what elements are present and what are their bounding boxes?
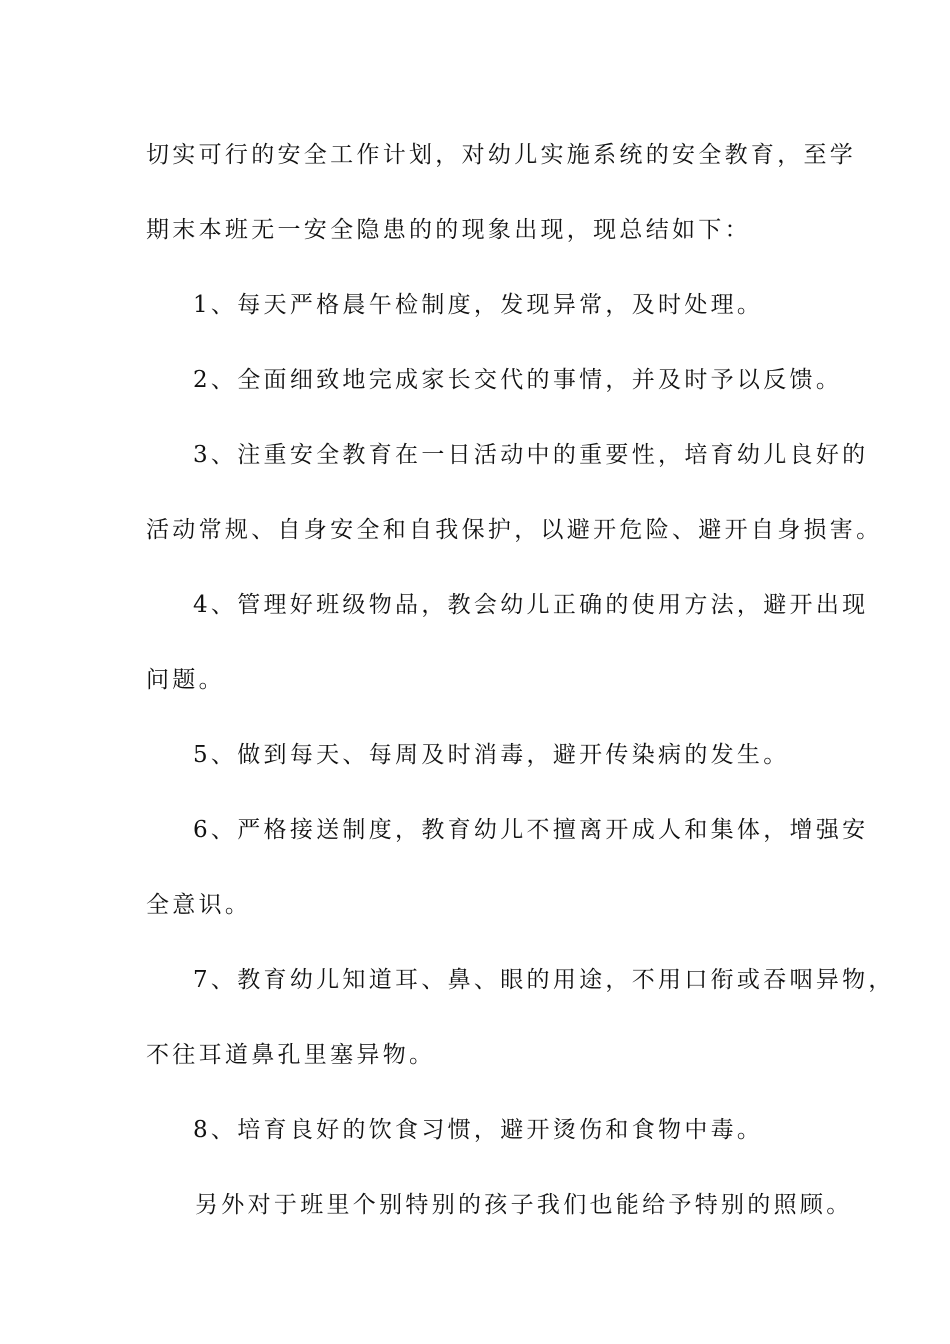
closing-paragraph: 另外对于班里个别特别的孩子我们也能给予特别的照顾。 [195, 1192, 853, 1218]
list-item-5: 5、做到每天、每周及时消毒，避开传染病的发生。 [193, 742, 790, 768]
list-item-2: 2、全面细致地完成家长交代的事情，并及时予以反馈。 [193, 367, 843, 393]
list-item-8: 8、培育良好的饮食习惯，避开烫伤和食物中毒。 [193, 1117, 764, 1143]
list-item-6-continued: 全意识。 [146, 892, 252, 918]
list-item-7-continued: 不往耳道鼻孔里塞异物。 [146, 1042, 436, 1068]
list-item-4-continued: 问题。 [146, 667, 225, 693]
list-item-3-continued: 活动常规、自身安全和自我保护，以避开危险、避开自身损害。 [146, 517, 883, 543]
list-item-4: 4、管理好班级物品，教会幼儿正确的使用方法，避开出现 [193, 592, 869, 618]
list-item-3: 3、注重安全教育在一日活动中的重要性，培育幼儿良好的 [193, 442, 869, 468]
paragraph-line: 切实可行的安全工作计划，对幼儿实施系统的安全教育，至学 [146, 142, 857, 168]
paragraph-line: 期末本班无一安全隐患的的现象出现，现总结如下： [146, 217, 751, 243]
list-item-7: 7、教育幼儿知道耳、鼻、眼的用途，不用口衔或吞咽异物， [193, 967, 895, 993]
list-item-1: 1、每天严格晨午检制度，发现异常，及时处理。 [193, 292, 764, 318]
list-item-6: 6、严格接送制度，教育幼儿不擅离开成人和集体，增强安 [193, 817, 869, 843]
